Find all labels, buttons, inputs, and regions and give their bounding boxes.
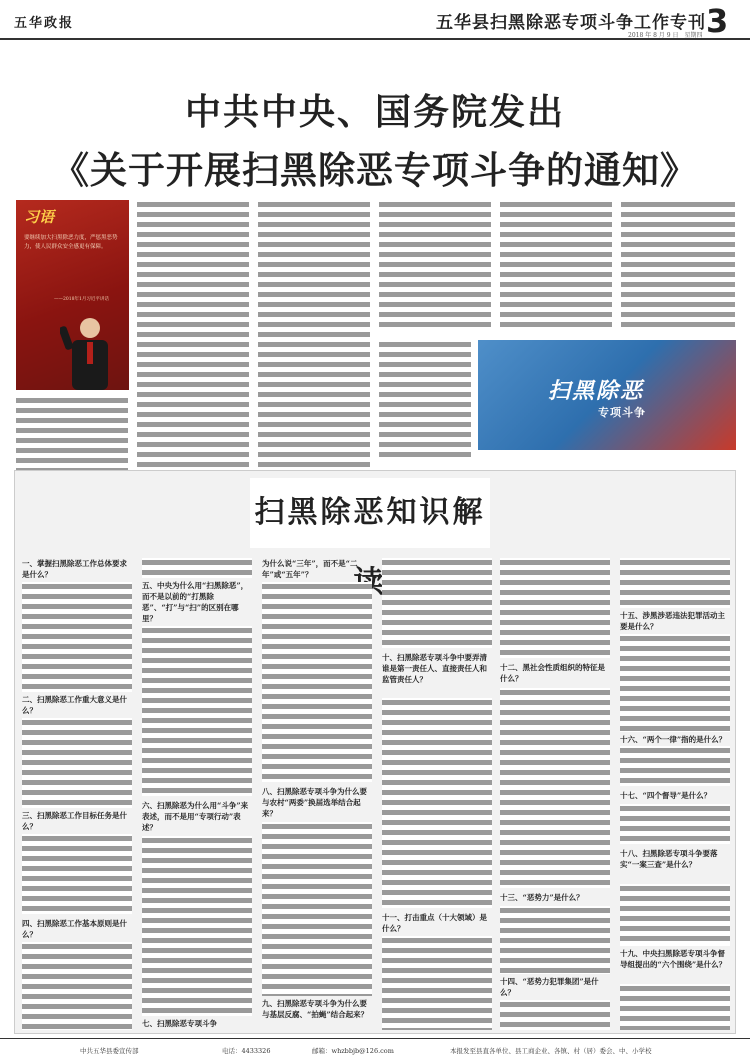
answer-text (142, 836, 252, 1016)
answer-text (382, 698, 492, 908)
answer-text (500, 558, 610, 658)
answer-text (142, 626, 252, 796)
answer-text (620, 984, 730, 1030)
article-body-column-5 (621, 200, 735, 330)
footer-distribution: 本报发至县直各单位、县工商企业、各镇、村（居）委会、中、小学校 (450, 1047, 652, 1055)
knowledge-title: 扫黑除恶知识解 (250, 478, 490, 548)
paper-name: 五华政报 (14, 16, 75, 31)
article-body-column-3 (379, 200, 491, 330)
answer-text (262, 822, 372, 996)
speaker-figure-icon (60, 312, 120, 390)
answer-text (500, 906, 610, 974)
answer-text (620, 746, 730, 786)
article-body-column-4 (500, 200, 612, 330)
question-heading: 八、扫黑除恶专项斗争为什么要与农村“两委”换届选举结合起来？ (262, 787, 367, 818)
answer-text (620, 804, 730, 844)
question-heading: 七、扫黑除恶专项斗争 (142, 1019, 217, 1028)
answer-text (22, 834, 132, 914)
issue-title: 五华县扫黑除恶专项斗争工作专刊 (436, 13, 706, 33)
question-heading: 三、扫黑除恶工作目标任务是什么？ (22, 811, 127, 831)
answer-text (382, 558, 492, 648)
question-heading: 四、扫黑除恶工作基本原则是什么？ (22, 919, 127, 939)
question-heading: 十三、“恶势力”是什么？ (500, 893, 584, 902)
question-heading: 十一、打击重点（十大领域）是什么？ (382, 913, 487, 933)
question-heading: 十四、“恶势力犯罪集团”是什么？ (500, 977, 599, 997)
footer-sponsor: 中共五华县委宣传部 (80, 1047, 139, 1055)
page-number: 3 (706, 2, 729, 40)
question-heading: 九、扫黑除恶专项斗争为什么要与基层反腐、“拍蝇”结合起来？ (262, 999, 369, 1019)
campaign-banner (478, 340, 736, 450)
photo-signature: ——2018年1月习近平讲话 (54, 297, 109, 302)
footer-phone: 电话：4433326 (222, 1047, 271, 1055)
question-heading: 为什么说“三年”，而不是“二年”或“五年”？ (262, 559, 358, 579)
question-heading: 十七、“四个督导”是什么？ (620, 791, 712, 800)
answer-text (500, 1000, 610, 1030)
answer-text (22, 942, 132, 1030)
answer-text (22, 582, 132, 692)
question-heading: 十二、黑社会性质组织的特征是什么？ (500, 663, 605, 683)
banner-subtitle: 专项斗争 (598, 406, 646, 419)
question-heading: 五、中央为什么用“扫黑除恶”，而不是以前的“打黑除恶”、“打”与“扫”的区别在哪里？ (142, 581, 249, 623)
page-footer (0, 1038, 750, 1060)
article-body-column-6 (379, 340, 471, 460)
photo-quote: 要继续加大扫黑除恶力度，严惩黑恶势力，使人民群众安全感更有保障。 (24, 235, 118, 250)
article-title-line2: 《关于开展扫黑除恶专项斗争的通知》 (52, 148, 698, 192)
question-heading: 一、掌握扫黑除恶工作总体要求是什么？ (22, 559, 127, 579)
answer-text (620, 558, 730, 608)
footer-email: 邮箱：whzbbjb@126.com (312, 1047, 394, 1055)
page-header (0, 0, 750, 40)
question-heading: 六、扫黑除恶为什么用“斗争”来表述，而不是用“专项行动”表述？ (142, 801, 249, 832)
question-heading: 十五、涉黑涉恶违法犯罪活动主要是什么？ (620, 611, 725, 631)
article-title-line1: 中共中央、国务院发出 (184, 91, 565, 133)
answer-text (500, 688, 610, 888)
banner-title: 扫黑除恶 (548, 378, 645, 404)
leader-photo-box (16, 200, 129, 390)
answer-text (22, 718, 132, 808)
answer-text (262, 582, 372, 782)
photo-logo: 习语 (24, 208, 55, 226)
question-heading: 二、扫黑除恶工作重大意义是什么？ (22, 695, 127, 715)
question-heading: 十六、“两个一律”指的是什么？ (620, 735, 727, 744)
question-heading: 十八、扫黑除恶专项斗争要落实“一案三查”是什么？ (620, 849, 718, 869)
issue-date: 2018 年 8 月 9 日 星期四 (628, 32, 703, 39)
answer-text (382, 936, 492, 1030)
question-heading: 十九、中央扫黑除恶专项斗争督导组提出的“六个围绕”是什么？ (620, 949, 727, 969)
answer-text (142, 558, 252, 578)
answer-text (620, 884, 730, 946)
answer-text (620, 634, 730, 732)
question-heading: 十、扫黑除恶专项斗争中要弄清谁是第一责任人、直接责任人和监管责任人？ (382, 653, 487, 684)
